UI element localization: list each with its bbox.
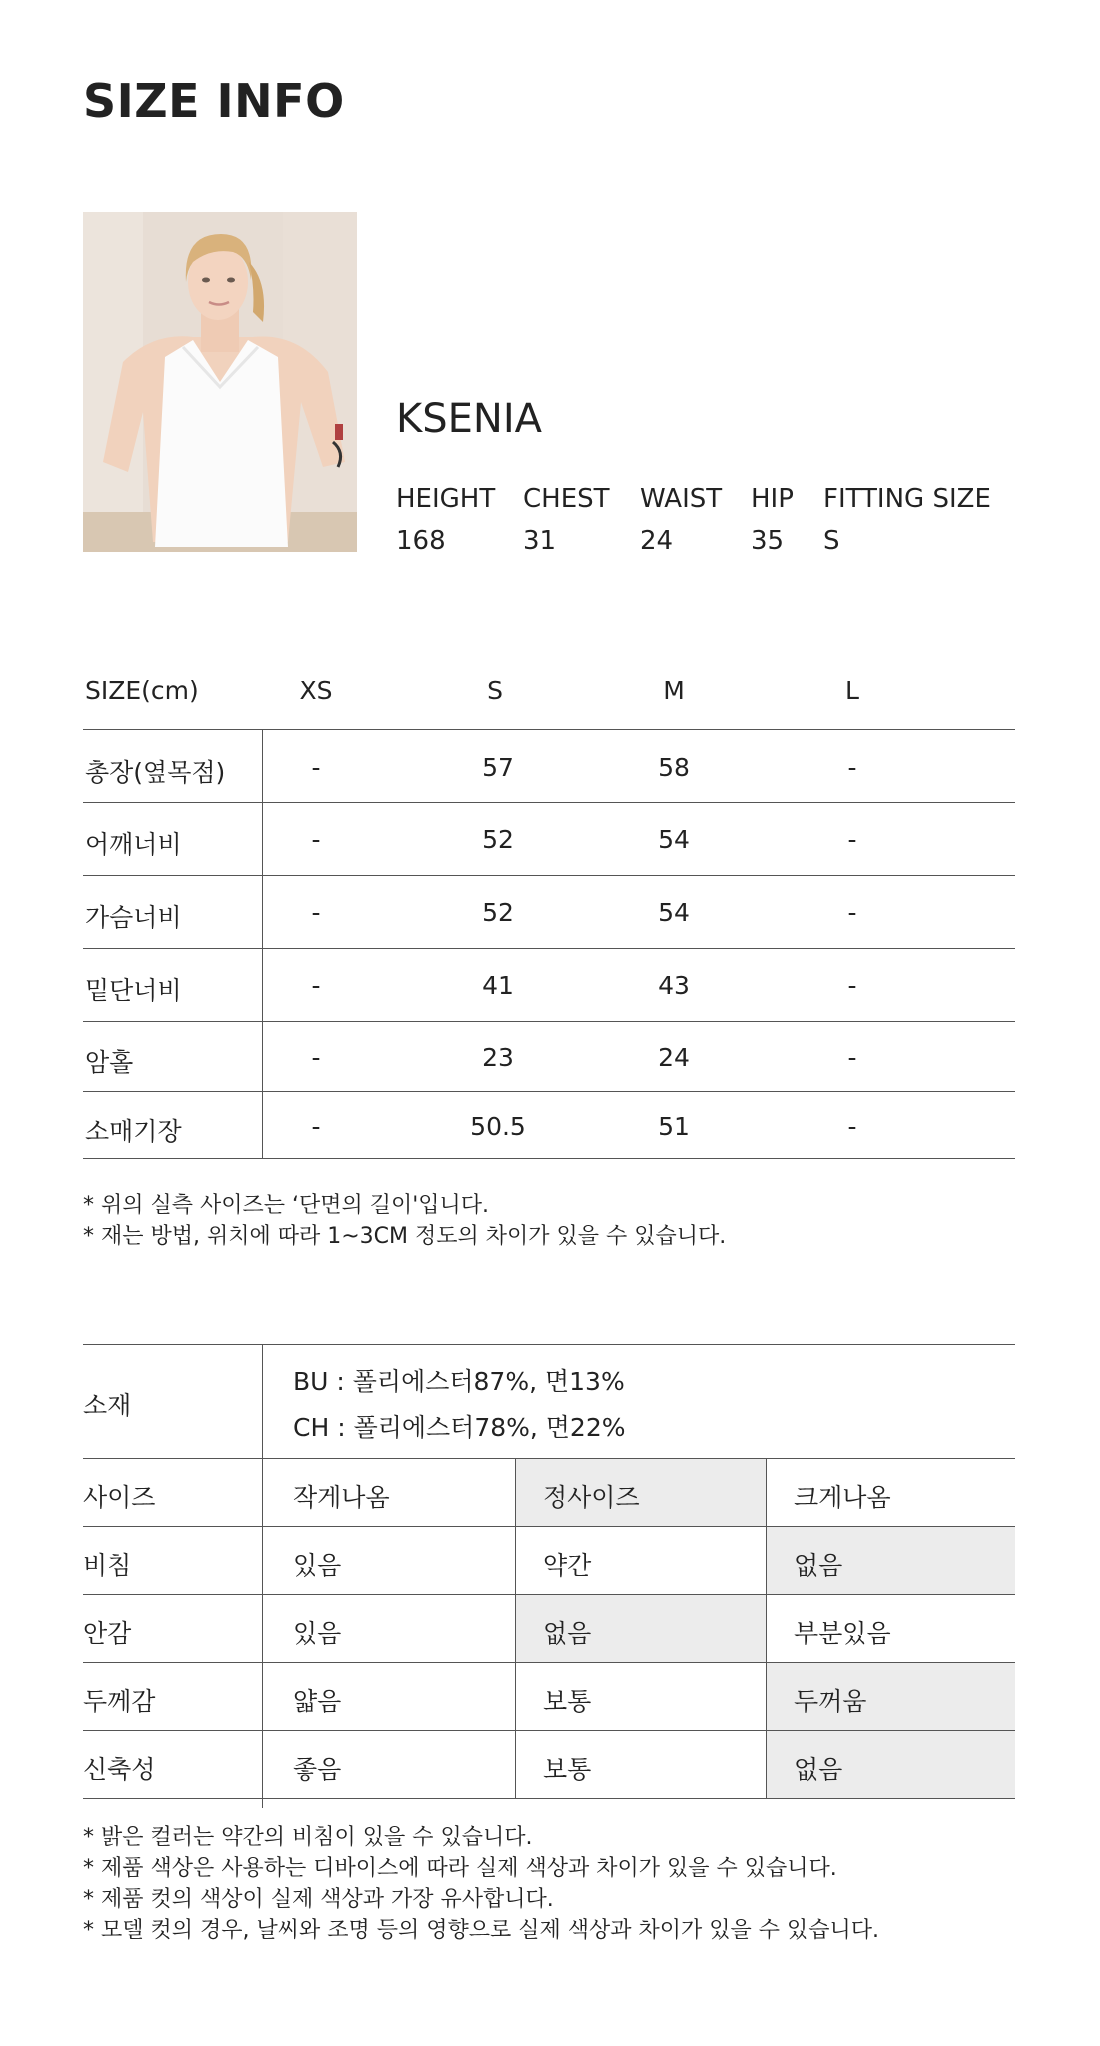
stat-chest-label: CHEST: [523, 484, 610, 514]
size-row-label: 밑단너비: [85, 976, 182, 1005]
size-row-value: -: [847, 898, 857, 927]
stat-height-label: HEIGHT: [396, 484, 496, 514]
size-row-value: -: [311, 971, 321, 1000]
size-row-label: 소매기장: [85, 1117, 182, 1146]
divider: [83, 1158, 1015, 1159]
size-row-value: -: [847, 1043, 857, 1072]
product-note: * 모델 컷의 경우, 날씨와 조명 등의 영향으로 실제 색상과 차이가 있을 수 있습니다.: [83, 1918, 879, 1943]
size-row-value: 43: [658, 971, 690, 1000]
fit-option: 두꺼움: [794, 1687, 867, 1716]
product-note: * 밝은 컬러는 약간의 비침이 있을 수 있습니다.: [83, 1825, 533, 1850]
size-row-value: -: [311, 1043, 321, 1072]
size-row-value: 58: [658, 753, 690, 782]
stat-hip-label: HIP: [751, 484, 794, 514]
material-label: 소재: [83, 1391, 132, 1420]
fit-option: 있음: [293, 1551, 342, 1580]
fit-row-label: 사이즈: [83, 1483, 156, 1512]
size-row-value: 54: [658, 898, 690, 927]
divider: [83, 802, 1015, 803]
size-row-label: 어깨너비: [85, 830, 182, 859]
fit-option: 없음: [794, 1551, 843, 1580]
size-row-value: 52: [482, 825, 514, 854]
column-divider: [262, 1344, 263, 1808]
material-line-ch: CH : 폴리에스터78%, 면22%: [293, 1413, 626, 1442]
fit-option: 보통: [543, 1755, 592, 1784]
fit-option: 없음: [543, 1619, 592, 1648]
size-note: * 재는 방법, 위치에 따라 1~3CM 정도의 차이가 있을 수 있습니다.: [83, 1224, 727, 1249]
size-table-header-s: S: [487, 676, 503, 705]
divider: [83, 1021, 1015, 1022]
size-row-value: 52: [482, 898, 514, 927]
size-row-value: 41: [482, 971, 514, 1000]
size-table-header-label: SIZE(cm): [85, 676, 199, 705]
fit-option: 얇음: [293, 1687, 342, 1716]
stat-fitting-size-value: S: [823, 526, 840, 556]
size-row-value: -: [311, 753, 321, 782]
size-row-value: 24: [658, 1043, 690, 1072]
divider: [83, 1730, 1015, 1731]
size-row-value: 23: [482, 1043, 514, 1072]
divider: [83, 1798, 1015, 1799]
size-row-value: 54: [658, 825, 690, 854]
fit-option: 약간: [543, 1551, 592, 1580]
divider: [83, 729, 1015, 730]
fit-row-label: 신축성: [83, 1755, 156, 1784]
fit-row-label: 두께감: [83, 1687, 156, 1716]
size-row-value: -: [847, 971, 857, 1000]
fit-row-label: 안감: [83, 1619, 132, 1648]
size-table-header-xs: XS: [299, 676, 333, 705]
stat-chest-value: 31: [523, 526, 557, 556]
divider: [83, 1458, 1015, 1459]
fit-option: 보통: [543, 1687, 592, 1716]
size-row-value: 50.5: [470, 1112, 526, 1141]
divider: [83, 1526, 1015, 1527]
size-table-header-l: L: [845, 676, 859, 705]
size-row-label: 총장(옆목점): [85, 758, 226, 787]
model-name: KSENIA: [396, 396, 542, 442]
divider: [83, 1091, 1015, 1092]
size-row-value: 51: [658, 1112, 690, 1141]
product-note: * 제품 컷의 색상이 실제 색상과 가장 유사합니다.: [83, 1887, 554, 1912]
column-divider: [515, 1458, 516, 1798]
size-row-value: -: [847, 825, 857, 854]
page-title: SIZE INFO: [83, 74, 345, 128]
size-note: * 위의 실측 사이즈는 ‘단면의 길이'입니다.: [83, 1193, 490, 1218]
size-row-value: -: [311, 825, 321, 854]
stat-waist-label: WAIST: [640, 484, 723, 514]
stat-waist-value: 24: [640, 526, 674, 556]
fit-row-label: 비침: [83, 1551, 132, 1580]
size-row-label: 암홀: [85, 1048, 134, 1077]
column-divider: [262, 729, 263, 1158]
size-row-label: 가슴너비: [85, 903, 182, 932]
fit-option: 부분있음: [794, 1619, 891, 1648]
fit-option: 없음: [794, 1755, 843, 1784]
product-note: * 제품 색상은 사용하는 디바이스에 따라 실제 색상과 차이가 있을 수 있습니다.: [83, 1856, 837, 1881]
fit-option: 정사이즈: [543, 1483, 640, 1512]
divider: [83, 875, 1015, 876]
size-row-value: -: [311, 1112, 321, 1141]
size-row-value: -: [311, 898, 321, 927]
divider: [83, 1344, 1015, 1345]
stat-height-value: 168: [396, 526, 446, 556]
size-row-value: 57: [482, 753, 514, 782]
fit-option: 있음: [293, 1619, 342, 1648]
fit-option: 크게나옴: [794, 1483, 891, 1512]
size-row-value: -: [847, 1112, 857, 1141]
column-divider: [766, 1458, 767, 1798]
divider: [83, 1594, 1015, 1595]
divider: [83, 948, 1015, 949]
size-row-value: -: [847, 753, 857, 782]
stat-fitting-size-label: FITTING SIZE: [823, 484, 991, 514]
size-table-header-m: M: [663, 676, 685, 705]
fit-option: 좋음: [293, 1755, 342, 1784]
stat-hip-value: 35: [751, 526, 785, 556]
model-photo: [83, 212, 357, 552]
material-line-bu: BU : 폴리에스터87%, 면13%: [293, 1367, 625, 1396]
divider: [83, 1662, 1015, 1663]
fit-option: 작게나옴: [293, 1483, 390, 1512]
